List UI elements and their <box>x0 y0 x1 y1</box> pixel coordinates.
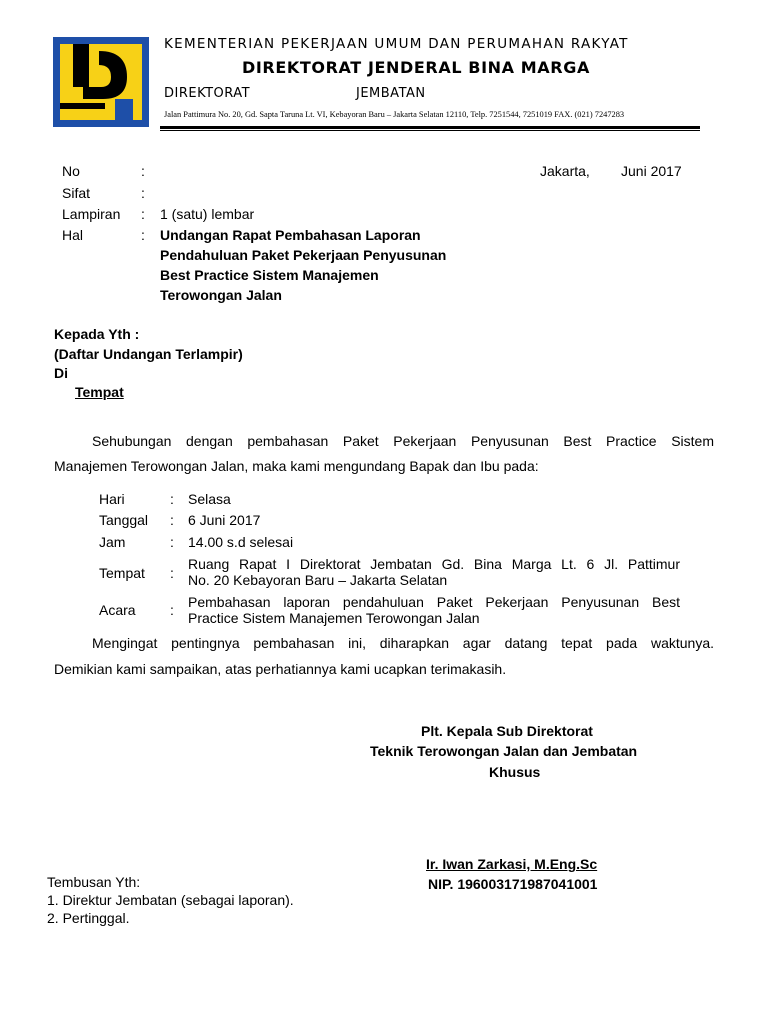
directorate-name: JEMBATAN <box>356 86 426 101</box>
detail-label-tanggal: Tanggal <box>99 512 149 528</box>
cc-item: 2. Pertinggal. <box>47 910 130 926</box>
detail-value-acara-line: Practice Sistem Manajemen Terowongan Jalan <box>188 610 480 626</box>
hal-line: Terowongan Jalan <box>160 287 282 303</box>
hal-line: Best Practice Sistem Manajemen <box>160 267 379 283</box>
letterhead-divider-thick <box>160 126 700 129</box>
signatory-title: Khusus <box>489 764 541 780</box>
place: Jakarta, <box>540 163 590 179</box>
detail-label-jam: Jam <box>99 534 126 550</box>
detail-colon: : <box>170 512 174 528</box>
directorate-label: DIREKTORAT <box>164 86 251 101</box>
detail-colon: : <box>170 491 174 507</box>
lampiran-colon: : <box>141 206 145 222</box>
signatory-name: Ir. Iwan Zarkasi, M.Eng.Sc <box>426 856 598 872</box>
detail-label-acara: Acara <box>99 602 136 618</box>
intro-paragraph-line: Manajemen Terowongan Jalan, maka kami mengundang Bapak dan Ibu pada: <box>54 458 539 474</box>
cc-heading: Tembusan Yth: <box>47 874 141 890</box>
hal-label: Hal <box>62 227 84 243</box>
signatory-title: Plt. Kepala Sub Direktorat <box>421 723 593 739</box>
detail-colon: : <box>170 565 174 581</box>
hal-line: Pendahuluan Paket Pekerjaan Penyusunan <box>160 247 447 263</box>
detail-value-acara-line: Pembahasan laporan pendahuluan Paket Pekerjaan Penyusunan Best <box>188 594 680 610</box>
detail-label-hari: Hari <box>99 491 125 507</box>
closing-paragraph: Demikian kami sampaikan, atas perhatiannya kami ucapkan terimakasih. <box>54 661 507 677</box>
detail-value-hari: Selasa <box>188 491 231 507</box>
recipient-line: Di <box>54 365 68 381</box>
pu-logo-icon <box>53 37 149 127</box>
intro-paragraph-line: Sehubungan dengan pembahasan Paket Pekerjaan Penyusunan Best Practice Sistem <box>92 433 714 449</box>
detail-value-jam: 14.00 s.d selesai <box>188 534 294 550</box>
detail-colon: : <box>170 602 174 618</box>
detail-colon: : <box>170 534 174 550</box>
signatory-title: Teknik Terowongan Jalan dan Jembatan <box>370 743 638 759</box>
reminder-paragraph: Mengingat pentingnya pembahasan ini, diharapkan agar datang tepat pada waktunya. <box>92 635 714 651</box>
recipient-place: Tempat <box>75 384 124 400</box>
no-label: No <box>62 163 80 179</box>
sifat-colon: : <box>141 185 145 201</box>
hal-line: Undangan Rapat Pembahasan Laporan <box>160 227 421 243</box>
ministry-name: KEMENTERIAN PEKERJAAN UMUM DAN PERUMAHAN RAKYAT <box>164 36 629 52</box>
detail-value-tanggal: 6 Juni 2017 <box>188 512 261 528</box>
detail-value-tempat-line: Ruang Rapat I Direktorat Jembatan Gd. Bina Marga Lt. 6 Jl. Pattimur <box>188 556 680 572</box>
signatory-nip: NIP. 196003171987041001 <box>428 876 598 892</box>
cc-item: 1. Direktur Jembatan (sebagai laporan). <box>47 892 294 908</box>
sifat-label: Sifat <box>62 185 91 201</box>
recipient-line: (Daftar Undangan Terlampir) <box>54 346 243 362</box>
hal-colon: : <box>141 227 145 243</box>
detail-label-tempat: Tempat <box>99 565 145 581</box>
no-colon: : <box>141 163 145 179</box>
recipient-line: Kepada Yth : <box>54 326 140 342</box>
letter-date: Juni 2017 <box>621 163 682 179</box>
letterhead-address: Jalan Pattimura No. 20, Gd. Sapta Taruna Lt. VI, Kebayoran Baru – Jakarta Selatan 12110, Telp. 7251544, 7251019 FAX. (021) 7247283 <box>164 110 625 119</box>
lampiran-value: 1 (satu) lembar <box>160 206 255 222</box>
directorate-general-name: DIREKTORAT JENDERAL BINA MARGA <box>242 58 590 77</box>
letterhead-divider-thin <box>160 130 700 131</box>
detail-value-tempat-line: No. 20 Kebayoran Baru – Jakarta Selatan <box>188 572 448 588</box>
lampiran-label: Lampiran <box>62 206 121 222</box>
